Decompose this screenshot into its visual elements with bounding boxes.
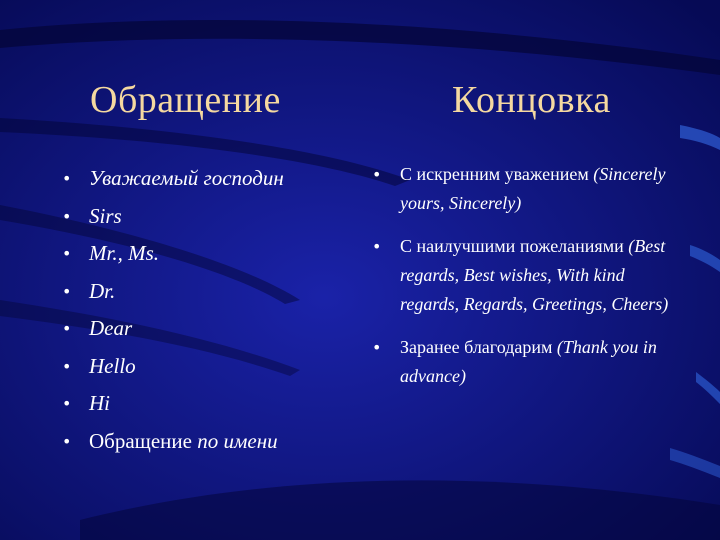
greeting-list xyxy=(60,160,370,460)
bullet-icon: • xyxy=(372,165,382,184)
list-item: • Dr. xyxy=(60,273,370,311)
closing-list xyxy=(370,160,670,391)
bullet-icon: • xyxy=(62,319,72,338)
bullet-icon: • xyxy=(62,281,72,301)
bullet-icon: • xyxy=(62,394,72,413)
heading-closing: Концовка xyxy=(452,79,611,121)
list-item: • Mr., Ms. xyxy=(60,235,370,273)
list-item: • Уважаемый господин xyxy=(60,160,370,198)
list-item: • Обращение по имени xyxy=(60,423,370,461)
bullet-icon: • xyxy=(62,431,72,451)
list-item: • Dear xyxy=(60,310,370,348)
heading-greeting: Обращение xyxy=(90,79,281,121)
list-item: • С искренним уважением (Sincerely yours, Sincerely) xyxy=(370,160,670,218)
list-item: • Заранее благодарим (Thank you in advance) xyxy=(370,333,670,391)
list-item: • Hello xyxy=(60,348,370,386)
list-item: • Hi xyxy=(60,385,370,423)
bullet-icon: • xyxy=(62,169,72,188)
bullet-icon: • xyxy=(62,206,72,226)
bullet-icon: • xyxy=(372,237,382,256)
bullet-icon: • xyxy=(372,338,382,357)
bullet-icon: • xyxy=(62,244,72,263)
list-item: • С наилучшими пожеланиями (Best regards, Best wishes, With kind regards, Regards, Greetings, Cheers) xyxy=(370,232,670,319)
list-item: • Sirs xyxy=(60,198,370,236)
bullet-icon: • xyxy=(62,356,72,376)
